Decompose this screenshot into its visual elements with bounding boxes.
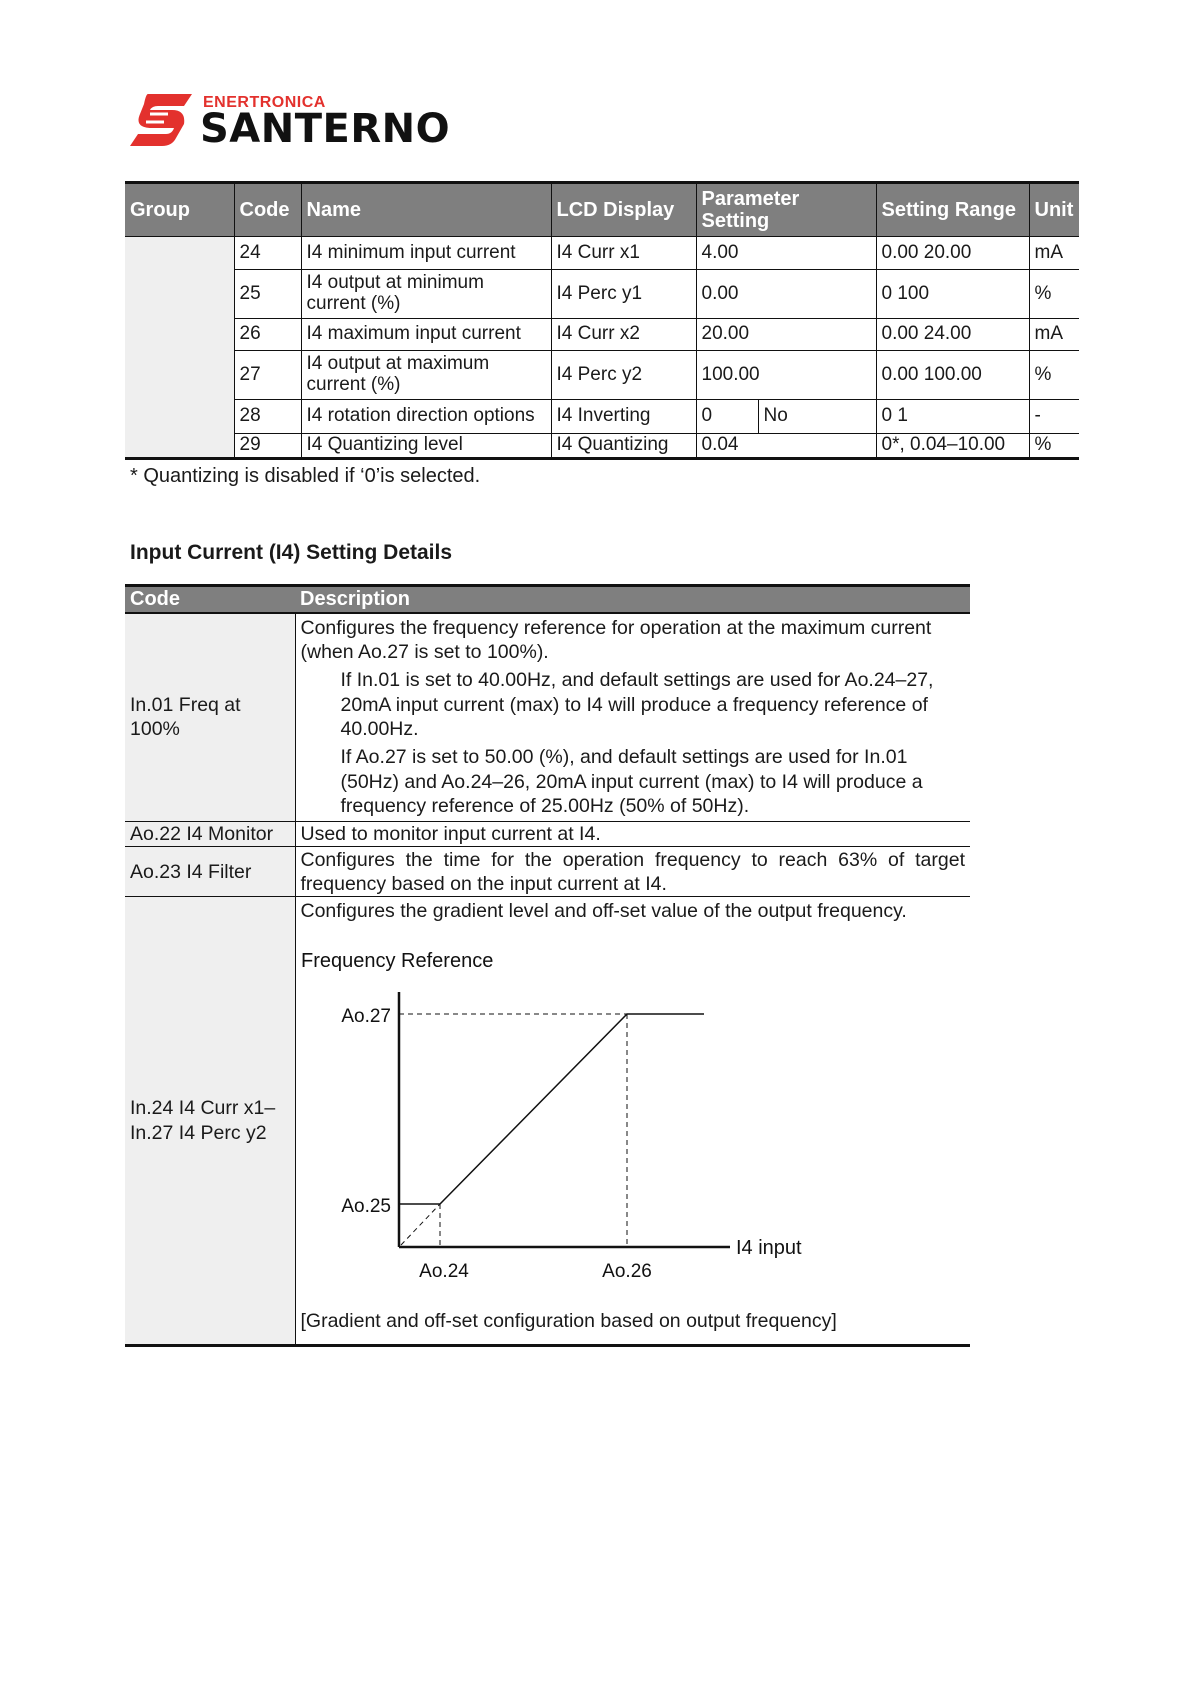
name-cell: I4 minimum input current — [301, 237, 551, 270]
header-code: Code — [234, 183, 301, 237]
lcd-cell: I4 Curr x2 — [551, 319, 696, 351]
group-cell — [125, 237, 234, 459]
detail-header-row — [125, 586, 970, 613]
logo-title: SANTERNO — [200, 106, 451, 152]
frequency-reference-chart — [301, 924, 966, 1344]
chart-svg — [296, 932, 966, 1292]
name-cell — [301, 351, 551, 400]
description-cell: Used to monitor input current at I4. — [295, 822, 970, 847]
table-row — [125, 400, 1079, 434]
range-cell: 0.00 100.00 — [876, 351, 1029, 400]
range-cell: 0*, 0.04–10.00 — [876, 434, 1029, 459]
header-unit: Unit — [1029, 183, 1079, 237]
section-title: Input Current (I4) Setting Details — [130, 541, 453, 564]
header-description: Description — [295, 586, 970, 613]
code-cell — [125, 897, 295, 1345]
range-cell: 0.00 20.00 — [876, 237, 1029, 270]
output-curve — [399, 1014, 704, 1204]
table-row — [125, 434, 1079, 459]
unit-cell: % — [1029, 270, 1079, 319]
description-cell — [295, 613, 970, 822]
range-cell: 0.00 24.00 — [876, 319, 1029, 351]
description-paragraph: Configures the frequency reference for operation at the maximum current (when Ao.27 is set to 100%). — [300, 616, 932, 663]
detail-row — [125, 897, 970, 1345]
code-cell: 27 — [234, 351, 301, 400]
quantizing-footnote: * Quantizing is disabled if ‘0’is selected. — [130, 465, 481, 487]
detail-row — [125, 847, 970, 897]
unit-cell: mA — [1029, 237, 1079, 270]
name-cell: I4 maximum input current — [301, 319, 551, 351]
chart-title: Frequency Reference — [300, 949, 493, 972]
y-tick-ao25: Ao.25 — [340, 1195, 391, 1217]
detail-row — [125, 822, 970, 847]
unit-cell: - — [1029, 400, 1079, 434]
code-line1: In.01 Freq at — [130, 693, 241, 716]
x-axis-label: I4 input — [735, 1236, 802, 1259]
lcd-cell: I4 Curr x1 — [551, 237, 696, 270]
setting-cell: 20.00 — [696, 319, 876, 351]
table-row — [125, 270, 1079, 319]
unit-cell: % — [1029, 434, 1079, 459]
code-cell: 26 — [234, 319, 301, 351]
lcd-cell: I4 Perc y2 — [551, 351, 696, 400]
lcd-cell: I4 Inverting — [551, 400, 696, 434]
header-parameter-line1: Parameter — [701, 188, 800, 210]
description-cell — [295, 897, 970, 1345]
header-parameter-line2: Setting — [701, 210, 770, 232]
x-tick-ao26: Ao.26 — [601, 1260, 652, 1282]
code-cell: 28 — [234, 400, 301, 434]
name-cell: I4 Quantizing level — [301, 434, 551, 459]
x-tick-ao24: Ao.24 — [418, 1260, 469, 1282]
y-tick-ao27: Ao.27 — [340, 1005, 391, 1027]
header-name: Name — [301, 183, 551, 237]
setting-cell: 0.00 — [696, 270, 876, 319]
lcd-cell: I4 Perc y1 — [551, 270, 696, 319]
code-cell: 29 — [234, 434, 301, 459]
description-cell: Configures the time for the operation frequency to reach 63% of target frequency based on the input current at I4. — [295, 847, 970, 897]
unit-cell: % — [1029, 351, 1079, 400]
code-line2: 100% — [130, 718, 180, 741]
unit-cell: mA — [1029, 319, 1079, 351]
description-example: If In.01 is set to 40.00Hz, and default settings are used for Ao.24–27, 20mA input current (max) to I4 will produce a frequency reference of 40.00Hz. — [340, 669, 934, 740]
description-example: If Ao.27 is set to 50.00 (%), and default settings are used for In.01 (50Hz) and Ao.24–26, 20mA input current (max) to I4 will produce a frequency reference of 25.00Hz (50% of 50Hz). — [340, 746, 923, 818]
header-setting-range: Setting Range — [876, 183, 1029, 237]
header-lcd-display: LCD Display — [551, 183, 696, 237]
setting-cell: 0 — [696, 400, 758, 434]
code-cell: Ao.23 I4 Filter — [125, 847, 295, 897]
santerno-logo — [128, 88, 451, 152]
setting-cell: 100.00 — [696, 351, 876, 400]
name-line2: current (%) — [306, 293, 401, 314]
code-cell: 24 — [234, 237, 301, 270]
detail-table — [125, 584, 970, 1347]
code-line1: In.24 I4 Curr x1– — [130, 1097, 276, 1120]
table-header-row — [125, 183, 1079, 237]
header-group: Group — [125, 183, 234, 237]
header-code: Code — [125, 586, 295, 613]
name-cell: I4 rotation direction options — [301, 400, 551, 434]
table-row — [125, 237, 1079, 270]
chart-caption: [Gradient and off-set configuration based on output frequency] — [300, 1309, 837, 1332]
name-line2: current (%) — [306, 374, 401, 395]
name-cell — [301, 270, 551, 319]
description-paragraph: Configures the gradient level and off-set value of the output frequency. — [300, 900, 907, 923]
detail-row — [125, 613, 970, 822]
code-cell: Ao.22 I4 Monitor — [125, 822, 295, 847]
code-cell — [125, 613, 295, 822]
setting-label-cell: No — [758, 400, 876, 434]
logo-subtitle: ENERTRONICA — [203, 94, 326, 111]
setting-cell: 4.00 — [696, 237, 876, 270]
parameter-table — [125, 181, 1079, 460]
guide-extrapolation — [401, 1204, 440, 1245]
header-parameter-setting — [696, 183, 876, 237]
table-row — [125, 319, 1079, 351]
name-line1: I4 output at minimum — [306, 272, 484, 294]
santerno-s-icon — [128, 90, 196, 150]
range-cell: 0 1 — [876, 400, 1029, 434]
name-line1: I4 output at maximum — [306, 353, 490, 375]
setting-cell: 0.04 — [696, 434, 876, 459]
lcd-cell: I4 Quantizing — [551, 434, 696, 459]
code-cell: 25 — [234, 270, 301, 319]
range-cell: 0 100 — [876, 270, 1029, 319]
table-row — [125, 351, 1079, 400]
code-line2: In.27 I4 Perc y2 — [130, 1121, 267, 1144]
